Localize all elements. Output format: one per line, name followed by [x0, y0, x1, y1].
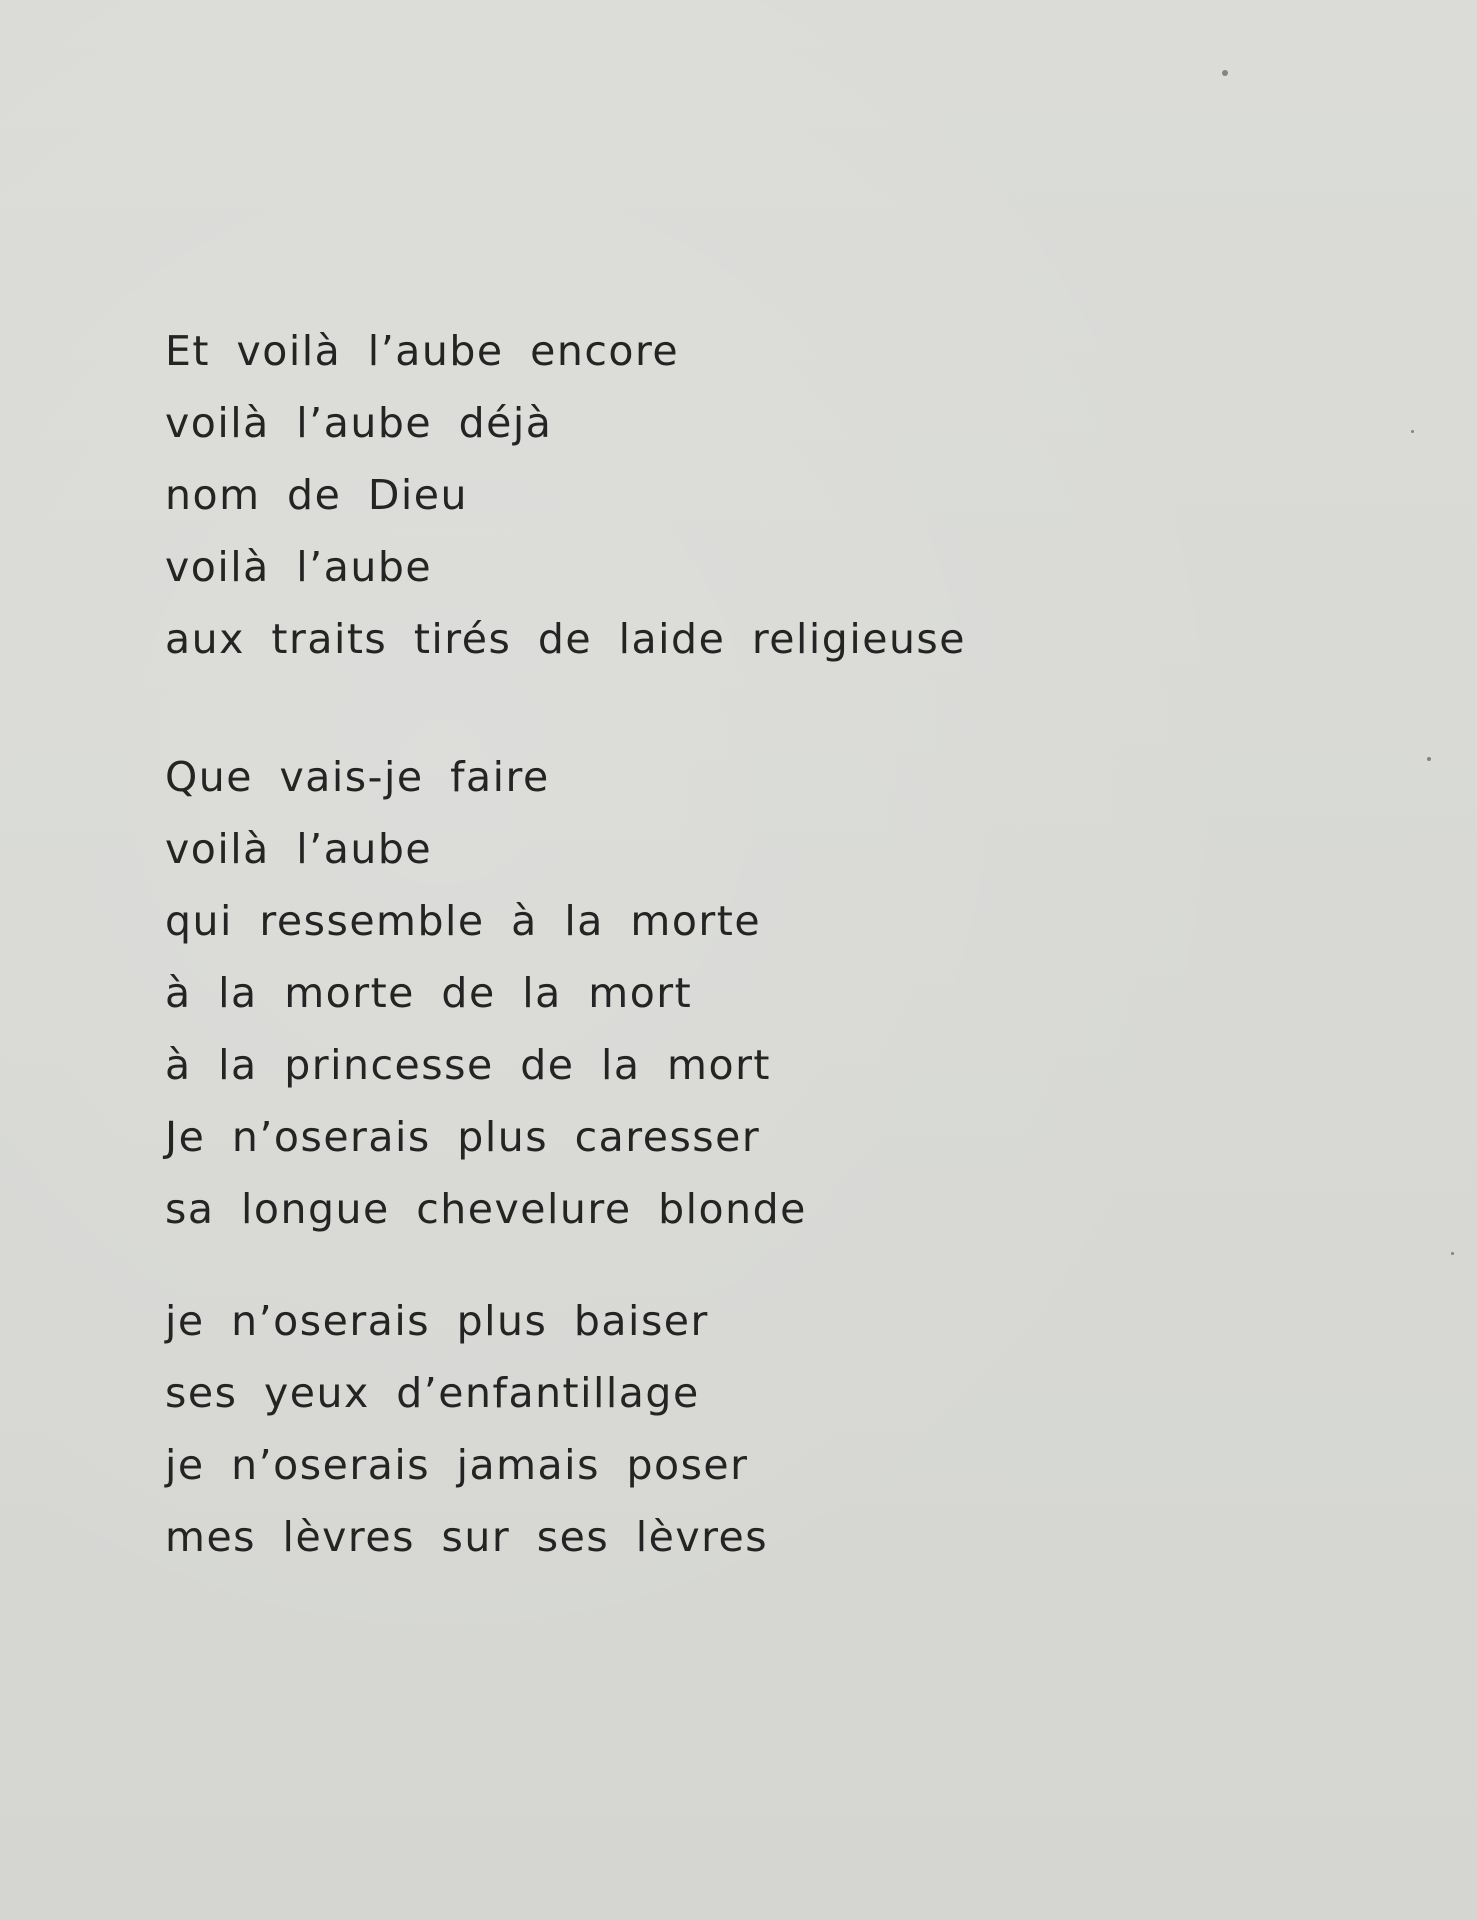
poem-line: ses yeux d’enfantillage — [165, 1369, 700, 1417]
poem-line: à la morte de la mort — [165, 969, 693, 1017]
stanza-break — [165, 1245, 966, 1285]
paper-speck — [1411, 430, 1414, 433]
poem-line: nom de Dieu — [165, 471, 468, 519]
paper-speck — [1451, 1252, 1454, 1255]
stanza-2 — [165, 741, 966, 1245]
paper-speck — [1222, 70, 1228, 76]
poem-line: aux traits tirés de laide religieuse — [165, 615, 967, 663]
stanza-1 — [165, 315, 966, 675]
poem — [165, 315, 966, 1573]
poem-line: je n’oserais plus baiser — [165, 1297, 709, 1345]
poem-line: qui ressemble à la morte — [165, 897, 762, 945]
poem-line: voilà l’aube — [165, 825, 433, 873]
paper-speck — [1427, 757, 1431, 761]
poem-line: voilà l’aube — [165, 543, 433, 591]
poem-line: mes lèvres sur ses lèvres — [165, 1513, 769, 1561]
poem-line: je n’oserais jamais poser — [165, 1441, 749, 1489]
stanza-break — [165, 675, 966, 741]
poem-line: Et voilà l’aube encore — [165, 327, 680, 375]
poem-line: voilà l’aube déjà — [165, 399, 553, 447]
poem-line: Que vais-je faire — [165, 753, 550, 801]
stanza-3 — [165, 1285, 966, 1573]
poem-line: à la princesse de la mort — [165, 1041, 771, 1089]
poem-line: sa longue chevelure blonde — [165, 1185, 807, 1233]
poem-line: Je n’oserais plus caresser — [165, 1113, 761, 1161]
